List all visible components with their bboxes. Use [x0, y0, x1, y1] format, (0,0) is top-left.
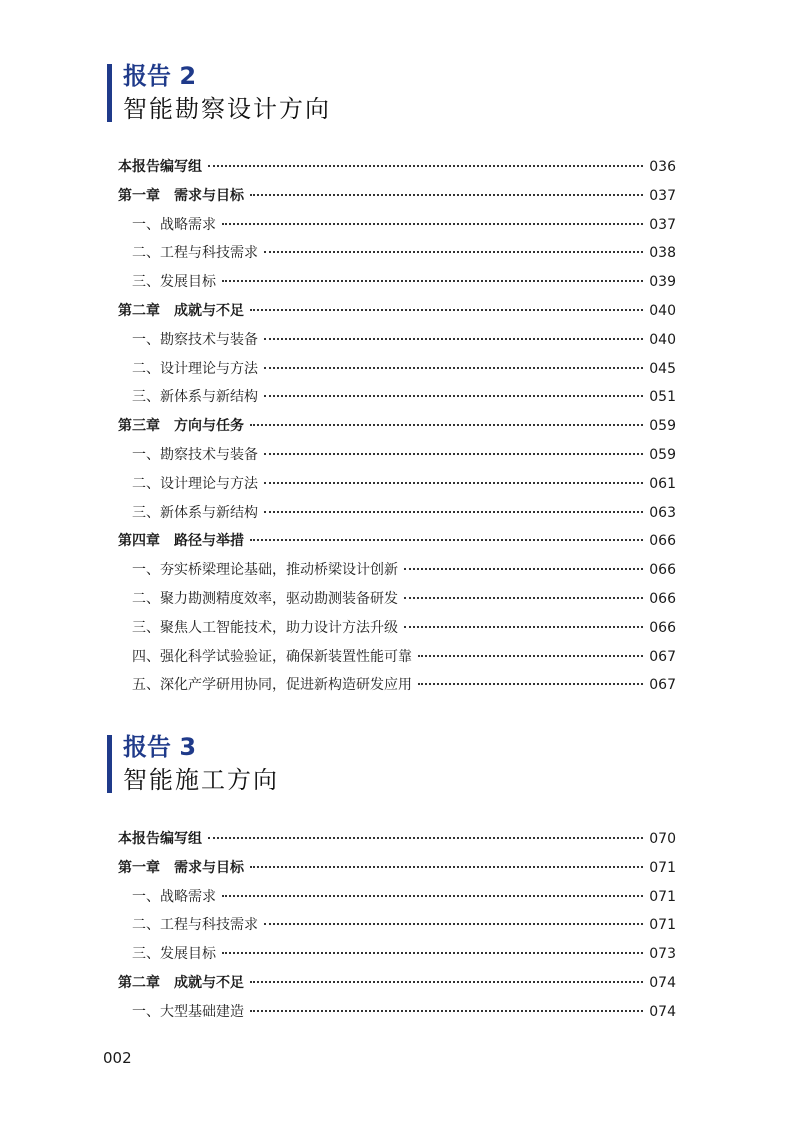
toc-entry-page: 074 — [649, 1003, 676, 1020]
toc-entry-page: 040 — [649, 331, 676, 348]
toc-entry-page: 045 — [649, 360, 676, 377]
toc-entry[interactable] — [118, 153, 676, 182]
toc-entry-label: 三、发展目标 — [132, 274, 216, 291]
toc-entry[interactable] — [118, 383, 676, 412]
toc-entry-label: 第二章 成就与不足 — [118, 974, 244, 991]
toc-entry-label: 四、强化科学试验验证，确保新装置性能可靠 — [132, 648, 412, 665]
dot-leader — [222, 895, 643, 897]
toc-entry-page: 063 — [649, 504, 676, 521]
toc-entry-label: 第四章 路径与举措 — [118, 533, 244, 550]
toc-entry-page: 070 — [649, 831, 676, 847]
toc-entry-label: 一、勘察技术与装备 — [132, 331, 258, 348]
report-2-toc — [118, 153, 676, 700]
toc-entry[interactable] — [118, 412, 676, 441]
toc-entry-label: 本报告编写组 — [118, 159, 202, 175]
dot-leader — [250, 981, 643, 983]
toc-entry-page: 037 — [649, 187, 676, 204]
toc-entry-label: 三、新体系与新结构 — [132, 504, 258, 521]
toc-entry[interactable] — [118, 326, 676, 355]
toc-entry-page: 051 — [649, 389, 676, 406]
toc-entry-label: 本报告编写组 — [118, 831, 202, 847]
toc-entry-page: 073 — [649, 946, 676, 963]
dot-leader — [264, 338, 643, 340]
dot-leader — [404, 597, 643, 599]
dot-leader — [250, 539, 643, 541]
dot-leader — [250, 194, 643, 196]
toc-entry[interactable] — [118, 940, 676, 969]
report-2-title: 智能勘察设计方向 — [123, 95, 331, 123]
dot-leader — [264, 923, 643, 925]
toc-entry[interactable] — [118, 499, 676, 528]
toc-entry-label: 第二章 成就与不足 — [118, 302, 244, 319]
report-3-number: 报告 3 — [123, 733, 197, 761]
toc-entry-label: 一、战略需求 — [132, 216, 216, 233]
toc-entry[interactable] — [118, 614, 676, 643]
toc-entry-label: 一、大型基础建造 — [132, 1003, 244, 1020]
dot-leader — [418, 683, 643, 685]
toc-entry-label: 第三章 方向与任务 — [118, 418, 244, 435]
toc-entry[interactable] — [118, 239, 676, 268]
toc-entry-label: 二、设计理论与方法 — [132, 475, 258, 492]
toc-entry[interactable] — [118, 527, 676, 556]
dot-leader — [222, 223, 643, 225]
toc-entry-page: 071 — [649, 917, 676, 934]
toc-entry[interactable] — [118, 854, 676, 883]
toc-entry[interactable] — [118, 441, 676, 470]
toc-entry-label: 一、勘察技术与装备 — [132, 446, 258, 463]
toc-entry-page: 036 — [649, 159, 676, 175]
dot-leader — [264, 482, 643, 484]
toc-entry-page: 061 — [649, 475, 676, 492]
toc-entry[interactable] — [118, 211, 676, 240]
toc-entry-page: 059 — [649, 418, 676, 435]
toc-entry-label: 二、聚力勘测精度效率，驱动勘测装备研发 — [132, 590, 398, 607]
toc-entry[interactable] — [118, 556, 676, 585]
toc-entry-page: 074 — [649, 974, 676, 991]
dot-leader — [264, 251, 643, 253]
dot-leader — [222, 280, 643, 282]
toc-entry-page: 038 — [649, 245, 676, 262]
toc-entry-page: 067 — [649, 677, 676, 694]
toc-entry-label: 第一章 需求与目标 — [118, 859, 244, 876]
dot-leader — [208, 837, 643, 839]
toc-entry-page: 040 — [649, 302, 676, 319]
accent-bar — [107, 64, 112, 122]
toc-entry-page: 037 — [649, 216, 676, 233]
toc-entry-label: 三、新体系与新结构 — [132, 389, 258, 406]
toc-entry-page: 066 — [649, 533, 676, 550]
dot-leader — [264, 511, 643, 513]
toc-entry-label: 一、夯实桥梁理论基础，推动桥梁设计创新 — [132, 562, 398, 579]
dot-leader — [250, 866, 643, 868]
toc-entry-label: 一、战略需求 — [132, 888, 216, 905]
report-3-toc — [118, 825, 676, 1027]
toc-entry-label: 五、深化产学研用协同，促进新构造研发应用 — [132, 677, 412, 694]
report-3-title: 智能施工方向 — [123, 766, 279, 794]
toc-entry-label: 二、设计理论与方法 — [132, 360, 258, 377]
toc-entry-page: 066 — [649, 562, 676, 579]
toc-entry-page: 066 — [649, 590, 676, 607]
dot-leader — [404, 568, 643, 570]
toc-entry-page: 039 — [649, 274, 676, 291]
toc-entry[interactable] — [118, 969, 676, 998]
toc-entry-page: 066 — [649, 619, 676, 636]
dot-leader — [404, 626, 643, 628]
toc-entry-label: 二、工程与科技需求 — [132, 245, 258, 262]
toc-entry[interactable] — [118, 671, 676, 700]
toc-entry[interactable] — [118, 825, 676, 854]
toc-entry[interactable] — [118, 643, 676, 672]
toc-entry[interactable] — [118, 355, 676, 384]
toc-entry-page: 071 — [649, 888, 676, 905]
toc-entry[interactable] — [118, 268, 676, 297]
dot-leader — [264, 453, 643, 455]
dot-leader — [250, 1010, 643, 1012]
report-2-number: 报告 2 — [123, 62, 197, 90]
toc-entry[interactable] — [118, 182, 676, 211]
dot-leader — [222, 952, 643, 954]
toc-entry-label: 二、工程与科技需求 — [132, 917, 258, 934]
page-number: 002 — [103, 1049, 132, 1067]
toc-entry-label: 三、聚焦人工智能技术，助力设计方法升级 — [132, 619, 398, 636]
toc-entry[interactable] — [118, 883, 676, 912]
dot-leader — [264, 367, 643, 369]
toc-entry-page: 059 — [649, 446, 676, 463]
dot-leader — [418, 655, 643, 657]
toc-entry[interactable] — [118, 470, 676, 499]
toc-entry[interactable] — [118, 297, 676, 326]
toc-entry-label: 三、发展目标 — [132, 946, 216, 963]
toc-entry-page: 067 — [649, 648, 676, 665]
dot-leader — [264, 395, 643, 397]
toc-entry-label: 第一章 需求与目标 — [118, 187, 244, 204]
dot-leader — [250, 424, 643, 426]
toc-entry[interactable] — [118, 998, 676, 1027]
toc-entry-page: 071 — [649, 859, 676, 876]
toc-entry[interactable] — [118, 911, 676, 940]
toc-entry[interactable] — [118, 585, 676, 614]
accent-bar — [107, 735, 112, 793]
dot-leader — [250, 309, 643, 311]
dot-leader — [208, 165, 643, 167]
